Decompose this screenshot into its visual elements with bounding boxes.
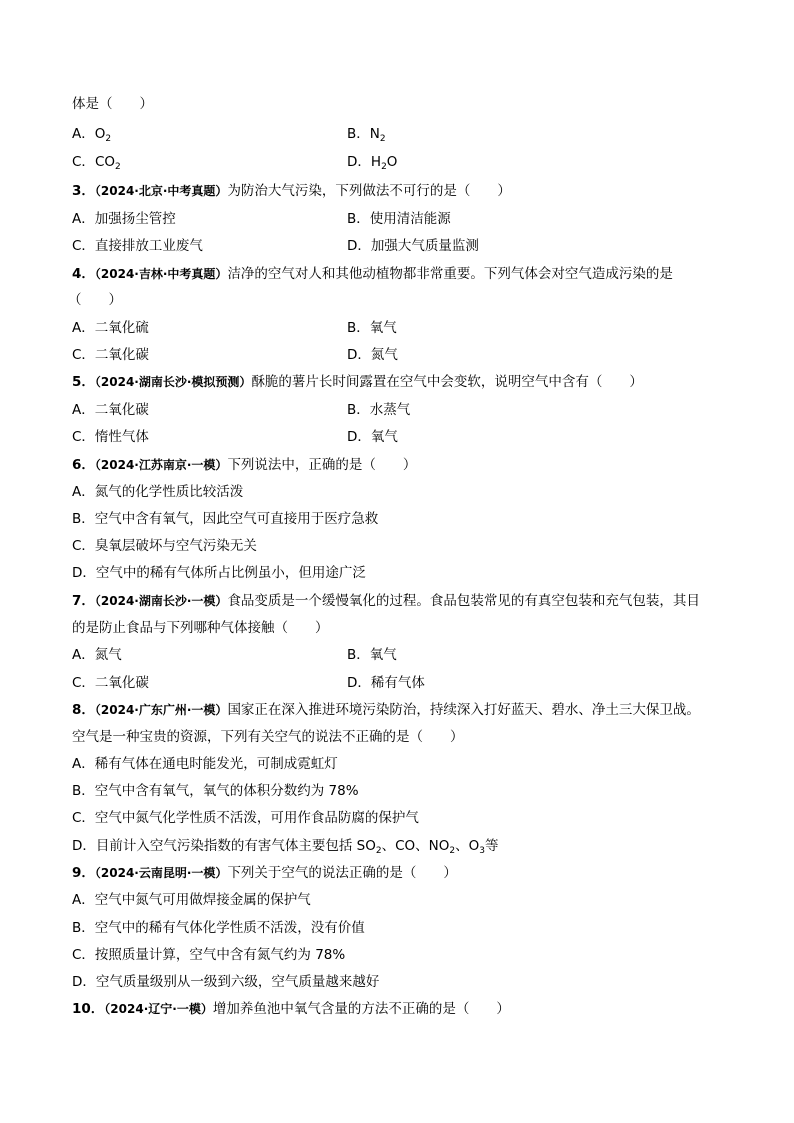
- question-source: （2024·湖南长沙·模拟预测）: [94, 375, 252, 389]
- question-6-option-c: C．臭氧层破坏与空气污染无关: [72, 538, 257, 554]
- question-number: 3．: [72, 183, 95, 199]
- question-4-option-d: D．氮气: [347, 347, 398, 363]
- question-4-option-c: C．二氧化碳: [72, 347, 149, 363]
- question-3-option-d: D．加强大气质量监测: [347, 238, 479, 254]
- question-source: （2024·吉林·中考真题）: [94, 267, 228, 281]
- question-9-option-c: C．按照质量计算，空气中含有氮气约为 78%: [72, 947, 346, 963]
- question-6-stem: 6．（2024·江苏南京·一模）下列说法中，正确的是（ ）: [72, 457, 417, 473]
- question-source: （2024·云南昆明·一模）: [94, 866, 228, 880]
- question-number: 6．: [72, 457, 95, 473]
- question-source: （2024·湖南长沙·一模）: [94, 594, 228, 608]
- question-9-stem: 9．（2024·云南昆明·一模）下列关于空气的说法正确的是（ ）: [72, 865, 457, 881]
- question-9-option-a: A．空气中氮气可用做焊接金属的保护气: [72, 892, 311, 908]
- question-number: 7．: [72, 593, 95, 609]
- question-3-stem: 3．（2024·北京·中考真题）为防治大气污染，下列做法不可行的是（ ）: [72, 183, 511, 199]
- question-4-stem-cont: （ ）: [68, 292, 122, 308]
- question-3-option-a: A．加强扬尘管控: [72, 211, 176, 227]
- question-9-option-b: B．空气中的稀有气体化学性质不活泼，没有价值: [72, 920, 365, 936]
- question-7-option-a: A．氮气: [72, 647, 122, 663]
- question-source: （2024·江苏南京·一模）: [94, 458, 228, 472]
- question-4-option-b: B．氧气: [347, 320, 397, 336]
- question-8-option-a: A．稀有气体在通电时能发光，可制成霓虹灯: [72, 756, 338, 772]
- question-number: 5．: [72, 374, 95, 390]
- question-7-option-c: C．二氧化碳: [72, 675, 149, 691]
- question-source: （2024·辽宁·一模）: [104, 1002, 213, 1016]
- question-number: 8．: [72, 702, 95, 718]
- question-8-option-c: C．空气中氮气化学性质不活泼，可用作食品防腐的保护气: [72, 810, 419, 826]
- question-source: （2024·北京·中考真题）: [94, 184, 228, 198]
- question-7-stem-cont: 的是防止食品与下列哪种气体接触（ ）: [72, 620, 329, 636]
- question-6-option-b: B．空气中含有氧气，因此空气可直接用于医疗急救: [72, 511, 379, 527]
- question-4-stem: 4．（2024·吉林·中考真题）洁净的空气对人和其他动植物都非常重要。下列气体会对空气造成污染的是: [72, 266, 673, 282]
- question-9-option-d: D．空气质量级别从一级到六级，空气质量越来越好: [72, 974, 380, 990]
- question-3-option-c: C．直接排放工业废气: [72, 238, 203, 254]
- question-number: 4．: [72, 266, 95, 282]
- intro-option-c: C．$CO_2$: [72, 154, 121, 172]
- question-5-option-a: A．二氧化碳: [72, 402, 149, 418]
- question-8-stem-cont: 空气是一种宝贵的资源，下列有关空气的说法不正确的是（ ）: [72, 729, 464, 745]
- question-number: 9．: [72, 865, 95, 881]
- question-number: 10．: [72, 1001, 105, 1017]
- question-8-option-b: B．空气中含有氧气，氧气的体积分数约为 78%: [72, 783, 359, 799]
- intro-option-b: B．$N_2$: [347, 126, 386, 144]
- question-7-stem: 7．（2024·湖南长沙·一模）食品变质是一个缓慢氧化的过程。食品包装常见的有真空包装和充气包装，其目: [72, 593, 700, 609]
- question-source: （2024·广东广州·一模）: [94, 703, 228, 717]
- question-4-option-a: A．二氧化硫: [72, 320, 149, 336]
- intro-option-a: A．$O_2$: [72, 126, 112, 144]
- question-5-option-d: D．氧气: [347, 429, 398, 445]
- question-3-option-b: B．使用清洁能源: [347, 211, 451, 227]
- question-8-stem: 8．（2024·广东广州·一模）国家正在深入推进环境污染防治，持续深入打好蓝天、碧水、净土三大保卫战。: [72, 702, 700, 718]
- question-6-option-a: A．氮气的化学性质比较活泼: [72, 484, 244, 500]
- question-7-option-d: D．稀有气体: [347, 675, 425, 691]
- intro-stem: 体是（ ）: [72, 96, 153, 112]
- question-6-option-d: D．空气中的稀有气体所占比例虽小，但用途广泛: [72, 565, 366, 581]
- question-5-stem: 5．（2024·湖南长沙·模拟预测）酥脆的薯片长时间露置在空气中会变软，说明空气中含有（ ）: [72, 374, 643, 390]
- question-10-stem: 10．（2024·辽宁·一模）增加养鱼池中氧气含量的方法不正确的是（ ）: [72, 1001, 510, 1017]
- question-8-option-d: D．目前计入空气污染指数的有害气体主要包括 $SO_2$、CO、$NO_2$、$O_3$等: [72, 838, 499, 856]
- intro-option-d: D．$H_2O$: [347, 154, 398, 172]
- question-5-option-b: B．水蒸气: [347, 402, 411, 418]
- question-5-option-c: C．惰性气体: [72, 429, 149, 445]
- question-7-option-b: B．氧气: [347, 647, 397, 663]
